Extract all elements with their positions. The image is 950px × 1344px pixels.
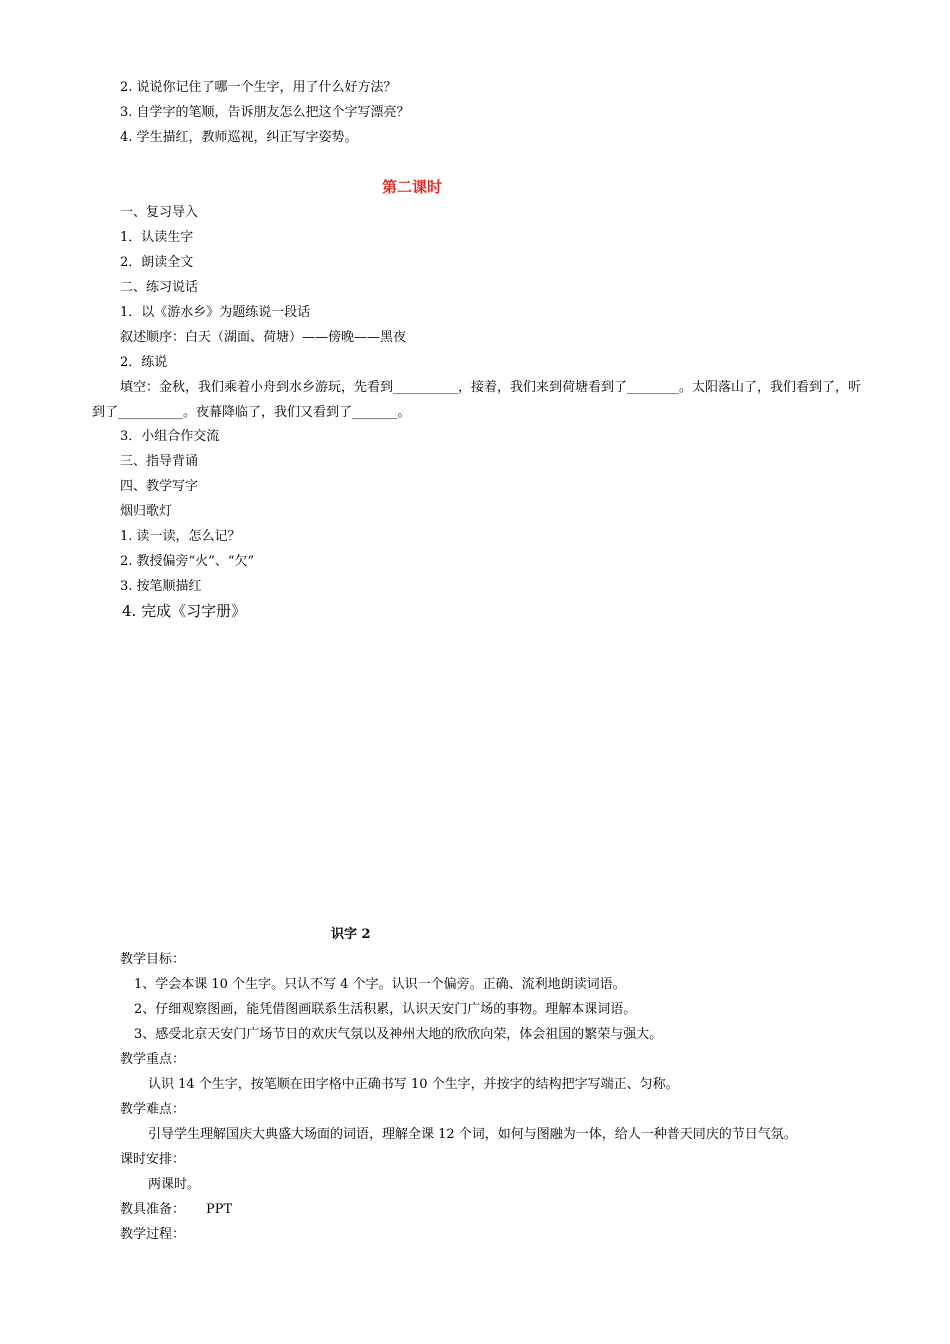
text-line: 叙述顺序：白天（湖面、荷塘）——傍晚——黑夜 (120, 330, 407, 345)
text-line: 1．以《游水乡》为题练说一段话 (120, 305, 311, 320)
text-line: 4. 完成《习字册》 (122, 602, 247, 620)
text-line: 2. 教授偏旁“火”、“欠” (120, 554, 255, 569)
lesson-title: 第二课时 (382, 178, 443, 196)
text-line: 4. 学生描红，教师巡视，纠正写字姿势。 (120, 130, 358, 145)
goals-label: 教学目标： (120, 952, 186, 967)
goal-item: 3、感受北京天安门广场节日的欢庆气氛以及神州大地的欣欣向荣，体会祖国的繁荣与强大。 (134, 1027, 663, 1042)
text-line: 1．认读生字 (120, 230, 194, 245)
difficulty-label: 教学难点： (120, 1102, 186, 1117)
goal-item: 2、仔细观察图画，能凭借图画联系生活积累，认识天安门广场的事物。理解本课词语。 (134, 1002, 637, 1017)
text-line: 3．小组合作交流 (120, 429, 220, 444)
process-label: 教学过程： (120, 1227, 186, 1242)
text-line: 烟归歌灯 (120, 504, 173, 519)
key-text: 认识 14 个生字，按笔顺在田字格中正确书写 10 个生字，并按字的结构把字写端正、匀称。 (148, 1077, 679, 1092)
text-line: 2. 说说你记住了哪一个生字，用了什么好方法？ (120, 80, 397, 95)
text-line: 三、指导背诵 (120, 454, 199, 469)
text-line: 3. 按笔顺描红 (120, 579, 202, 594)
text-line: 一、复习导入 (120, 205, 199, 220)
schedule-text: 两课时。 (148, 1177, 201, 1192)
text-line: 2．朗读全文 (120, 255, 194, 270)
fill-blank-paragraph: 填空：金秋，我们乘着小舟到水乡游玩，先看到__________，接着，我们来到荷塘看到了________。太阳落山了，我们看到了，听到了__________。夜幕降临了，我们又看到了_______。 (92, 380, 862, 420)
section-title: 识字 2 (331, 927, 371, 942)
text-line: 2．练说 (120, 355, 168, 370)
text-line: 二、练习说话 (120, 280, 199, 295)
tools-text: PPT (206, 1202, 233, 1217)
difficulty-text: 引导学生理解国庆大典盛大场面的词语，理解全课 12 个词，如何与图融为一体，给人一种普天同庆的节日气氛。 (148, 1127, 797, 1142)
schedule-label: 课时安排： (120, 1152, 186, 1167)
key-label: 教学重点： (120, 1052, 186, 1067)
text-line: 1. 读一读，怎么记？ (120, 529, 241, 544)
tools-label: 教具准备： (120, 1202, 186, 1217)
text-line: 四、教学写字 (120, 479, 199, 494)
goal-item: 1、学会本课 10 个生字。只认不写 4 个字。认识一个偏旁。正确、流利地朗读词语。 (134, 977, 626, 992)
text-line: 3. 自学字的笔顺，告诉朋友怎么把这个字写漂亮？ (120, 105, 410, 120)
